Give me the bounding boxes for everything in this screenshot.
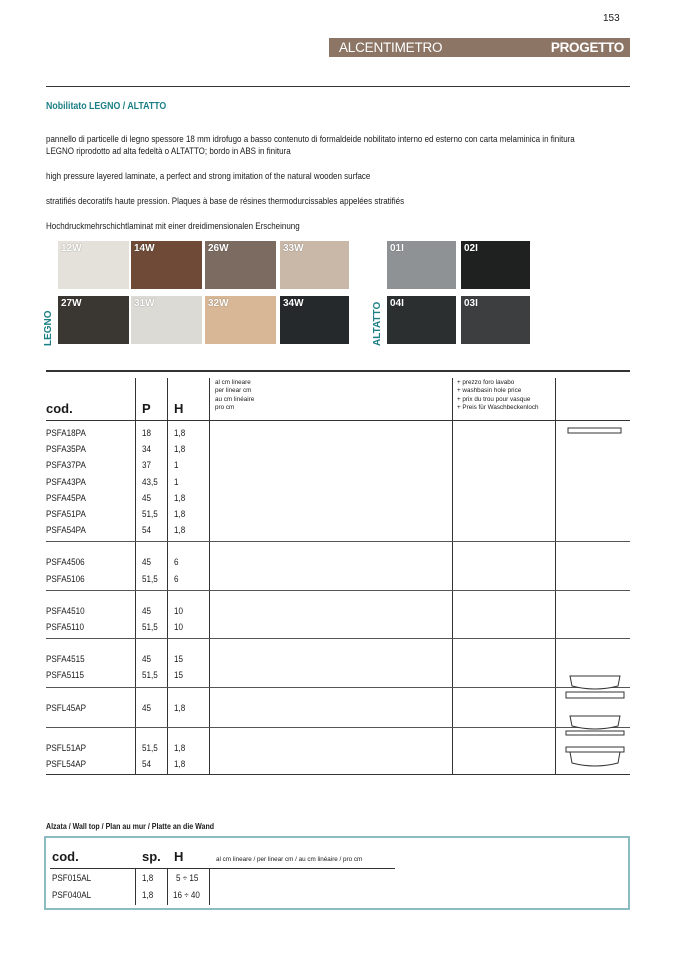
wall-row-h: 16 ÷ 40 (173, 890, 200, 900)
row-p: 51,5 (142, 670, 158, 680)
header-hole-price: + prezzo foro lavabo + washbasin hole price + prix du trou pour vasque + Preis für Waschbeckenloch (457, 379, 539, 412)
row-cod: PSFA4515 (46, 654, 85, 664)
wall-row-cod: PSF015AL (52, 873, 92, 883)
table-header-rule (46, 420, 630, 421)
wall-column-divider (167, 869, 168, 905)
row-h: 15 (174, 670, 184, 680)
row-cod: PSFA43PA (46, 477, 86, 487)
table-bottom-rule (46, 774, 630, 775)
row-p: 54 (142, 759, 152, 769)
column-divider (135, 378, 136, 774)
finish-code: 02I (464, 243, 478, 254)
wall-header-sp: sp. (142, 849, 161, 864)
finish-code: 33W (283, 243, 304, 254)
finish-swatch-32w (205, 296, 276, 344)
row-h: 1 (174, 477, 179, 487)
row-p: 51,5 (142, 743, 158, 753)
row-p: 37 (142, 460, 152, 470)
group-divider (46, 590, 630, 591)
altatto-label: ALTATTO (372, 301, 383, 346)
wall-top-title: Alzata / Wall top / Plan au mur / Platte an die Wand (46, 822, 215, 831)
finish-swatch-33w (280, 241, 349, 289)
group-divider (46, 727, 630, 728)
row-p: 51,5 (142, 509, 158, 519)
group-divider (46, 687, 630, 688)
description-it-line1: pannello di particelle di legno spessore 18 mm idrofugo a basso contenuto di formaldeide nobilitato interno ed esterno con carta melaminica in finitura (46, 134, 575, 144)
row-p: 51,5 (142, 574, 158, 584)
finish-swatch-02i (461, 241, 530, 289)
top-divider (46, 86, 630, 87)
wall-header-price: al cm lineare / per linear cm / au cm linéaire / pro cm (216, 856, 363, 863)
wall-column-divider (209, 869, 210, 905)
row-h: 1,8 (174, 493, 186, 503)
row-p: 18 (142, 428, 152, 438)
finish-code: 04I (390, 298, 404, 309)
description-fr: stratifiés decoratifs haute pression. Plaques à base de résines thermodurcissables appelées stratifiés (46, 196, 405, 206)
finish-swatch-12w (58, 241, 129, 289)
material-title: Nobilitato LEGNO / ALTATTO (46, 101, 167, 112)
row-h: 1 (174, 460, 179, 470)
finish-code: 27W (61, 298, 82, 309)
row-cod: PSFA4510 (46, 606, 85, 616)
row-cod: PSFA4506 (46, 557, 85, 567)
row-cod: PSFA5115 (46, 670, 85, 680)
finish-code: 03I (464, 298, 478, 309)
finish-code: 31W (134, 298, 155, 309)
finish-code: 12W (61, 243, 82, 254)
finish-code: 01I (390, 243, 404, 254)
column-divider (452, 378, 453, 774)
row-p: 45 (142, 493, 152, 503)
row-cod: PSFA35PA (46, 444, 86, 454)
header-band (329, 38, 630, 57)
group-divider (46, 638, 630, 639)
row-p: 54 (142, 525, 152, 535)
group-divider (46, 541, 630, 542)
row-p: 45 (142, 654, 152, 664)
row-p: 51,5 (142, 622, 158, 632)
row-h: 1,8 (174, 525, 186, 535)
row-h: 1,8 (174, 444, 186, 454)
wall-column-divider (135, 869, 136, 905)
row-cod: PSFL54AP (46, 759, 86, 769)
finish-swatch-03i (461, 296, 530, 344)
page-number: 153 (603, 13, 620, 24)
table-top-rule (46, 370, 630, 372)
flat-top-profile-icon (560, 425, 630, 437)
row-h: 10 (174, 622, 184, 632)
row-p: 34 (142, 444, 152, 454)
column-divider (209, 378, 210, 774)
row-cod: PSFA37PA (46, 460, 86, 470)
row-h: 6 (174, 557, 179, 567)
wall-row-cod: PSF040AL (52, 890, 92, 900)
row-cod: PSFA5110 (46, 622, 85, 632)
section-title: ALCENTIMETRO (339, 40, 443, 55)
basin-profile-icon (560, 672, 630, 702)
finish-swatch-31w (131, 296, 202, 344)
description-en: high pressure layered laminate, a perfect and strong imitation of the natural wooden surface (46, 171, 371, 181)
wall-row-sp: 1,8 (142, 873, 154, 883)
finish-code: 14W (134, 243, 155, 254)
wall-top-table (44, 836, 630, 910)
row-cod: PSFA54PA (46, 525, 86, 535)
row-h: 10 (174, 606, 184, 616)
wall-row-sp: 1,8 (142, 890, 154, 900)
row-cod: PSFA18PA (46, 428, 86, 438)
finish-code: 32W (208, 298, 229, 309)
column-divider (555, 378, 556, 774)
finish-swatch-01i (387, 241, 456, 289)
row-cod: PSFA51PA (46, 509, 86, 519)
row-h: 1,8 (174, 509, 186, 519)
row-p: 45 (142, 606, 152, 616)
wall-header-rule (50, 868, 395, 869)
header-h: H (174, 401, 184, 416)
row-cod: PSFL45AP (46, 703, 86, 713)
finish-swatch-34w (280, 296, 349, 344)
description-it-line2: LEGNO riprodotto ad alta fedeltà o ALTATTO; bordo in ABS in finitura (46, 146, 291, 156)
row-h: 1,8 (174, 428, 186, 438)
header-price-linear: al cm lineare per linear cm au cm linéaire pro cm (215, 379, 255, 412)
basin-profile-double-icon (560, 711, 630, 771)
row-cod: PSFA45PA (46, 493, 86, 503)
wall-row-h: 5 ÷ 15 (176, 873, 199, 883)
category-title: PROGETTO (550, 40, 624, 55)
row-p: 45 (142, 703, 152, 713)
finish-swatch-26w (205, 241, 276, 289)
wall-header-cod: cod. (52, 849, 79, 864)
finish-code: 34W (283, 298, 304, 309)
finish-swatch-14w (131, 241, 202, 289)
header-p: P (142, 401, 151, 416)
description-de: Hochdruckmehrschichtlaminat mit einer dreidimensionalen Erscheinung (46, 221, 300, 231)
row-p: 43,5 (142, 477, 158, 487)
row-h: 6 (174, 574, 179, 584)
row-h: 1,8 (174, 743, 186, 753)
finish-code: 26W (208, 243, 229, 254)
header-cod: cod. (46, 401, 73, 416)
row-p: 45 (142, 557, 152, 567)
column-divider (167, 378, 168, 774)
row-h: 1,8 (174, 703, 186, 713)
finish-swatch-04i (387, 296, 456, 344)
row-cod: PSFL51AP (46, 743, 86, 753)
row-h: 1,8 (174, 759, 186, 769)
row-cod: PSFA5106 (46, 574, 85, 584)
finish-swatch-27w (58, 296, 129, 344)
wall-header-h: H (174, 849, 184, 864)
row-h: 15 (174, 654, 184, 664)
legno-label: LEGNO (43, 310, 54, 346)
